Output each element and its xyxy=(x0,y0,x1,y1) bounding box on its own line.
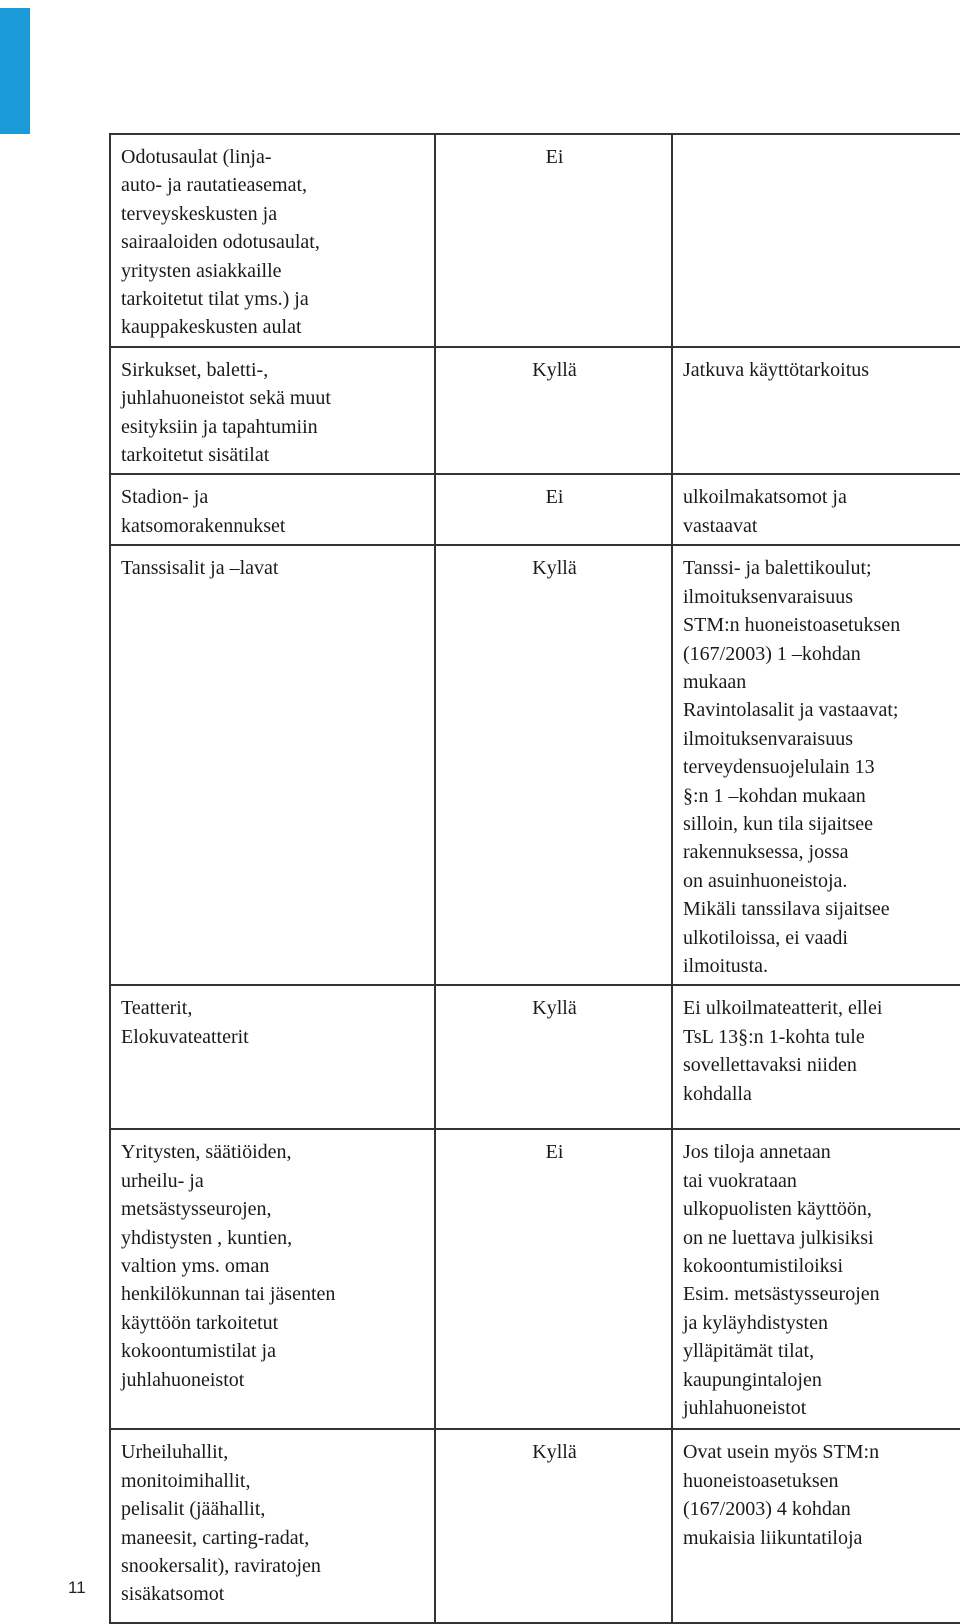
status-cell: Ei xyxy=(435,474,672,545)
facility-table xyxy=(109,133,960,1624)
table-row xyxy=(110,545,960,985)
status-cell: Ei xyxy=(435,134,672,347)
note-cell: Jatkuva käyttötarkoitus xyxy=(672,347,960,475)
note-cell: Ei ulkoilmateatterit, ellei TsL 13§:n 1-kohta tule sovellettavaksi niiden kohdalla xyxy=(672,985,960,1129)
facility-cell: Sirkukset, baletti-, juhlahuoneistot sekä muut esityksiin ja tapahtumiin tarkoitetut sisätilat xyxy=(110,347,435,475)
table-row xyxy=(110,474,960,545)
table-row xyxy=(110,1129,960,1429)
note-cell: ulkoilmakatsomot ja vastaavat xyxy=(672,474,960,545)
accent-bar xyxy=(0,8,30,134)
page-number: 11 xyxy=(68,1578,86,1597)
facility-cell: Teatterit, Elokuvateatterit xyxy=(110,985,435,1129)
note-cell: Ovat usein myös STM:n huoneistoasetuksen (167/2003) 4 kohdan mukaisia liikuntatiloja xyxy=(672,1429,960,1623)
status-cell: Kyllä xyxy=(435,1429,672,1623)
facility-cell: Yritysten, säätiöiden, urheilu- ja metsästysseurojen, yhdistysten , kuntien, valtion yms. oman henkilökunnan tai jäsenten käyttöön tarkoitetut kokoontumistilat ja juhlahuoneistot xyxy=(110,1129,435,1429)
table-row xyxy=(110,985,960,1129)
status-cell: Kyllä xyxy=(435,545,672,985)
status-cell: Kyllä xyxy=(435,347,672,475)
status-cell: Kyllä xyxy=(435,985,672,1129)
table-row xyxy=(110,134,960,347)
status-cell: Ei xyxy=(435,1129,672,1429)
facility-cell: Tanssisalit ja –lavat xyxy=(110,545,435,985)
note-cell: Jos tiloja annetaan tai vuokrataan ulkopuolisten käyttöön, on ne luettava julkisiksi kokoontumistiloiksi Esim. metsästysseurojen ja kyläyhdistysten ylläpitämät tilat, kaupungintalojen juhlahuoneistot xyxy=(672,1129,960,1429)
table-row xyxy=(110,1429,960,1623)
facility-cell: Urheiluhallit, monitoimihallit, pelisalit (jäähallit, maneesit, carting-radat, snookersalit), raviratojen sisäkatsomot xyxy=(110,1429,435,1623)
facility-cell: Stadion- ja katsomorakennukset xyxy=(110,474,435,545)
note-cell: Tanssi- ja balettikoulut; ilmoituksenvaraisuus STM:n huoneistoasetuksen (167/2003) 1 –kohdan mukaan Ravintolasalit ja vastaavat; ilmoituksenvaraisuus terveydensuojelulain 13 §:n 1 –kohdan mukaan silloin, kun tila sijaitsee rakennuksessa, jossa on asuinhuoneistoja. Mikäli tanssilava sijaitsee ulkotiloissa, ei vaadi ilmoitusta. xyxy=(672,545,960,985)
table-row xyxy=(110,347,960,475)
facility-cell: Odotusaulat (linja- auto- ja rautatieasemat, terveyskeskusten ja sairaaloiden odotusaulat, yritysten asiakkaille tarkoitetut tilat yms.) ja kauppakeskusten aulat xyxy=(110,134,435,347)
note-cell xyxy=(672,134,960,347)
